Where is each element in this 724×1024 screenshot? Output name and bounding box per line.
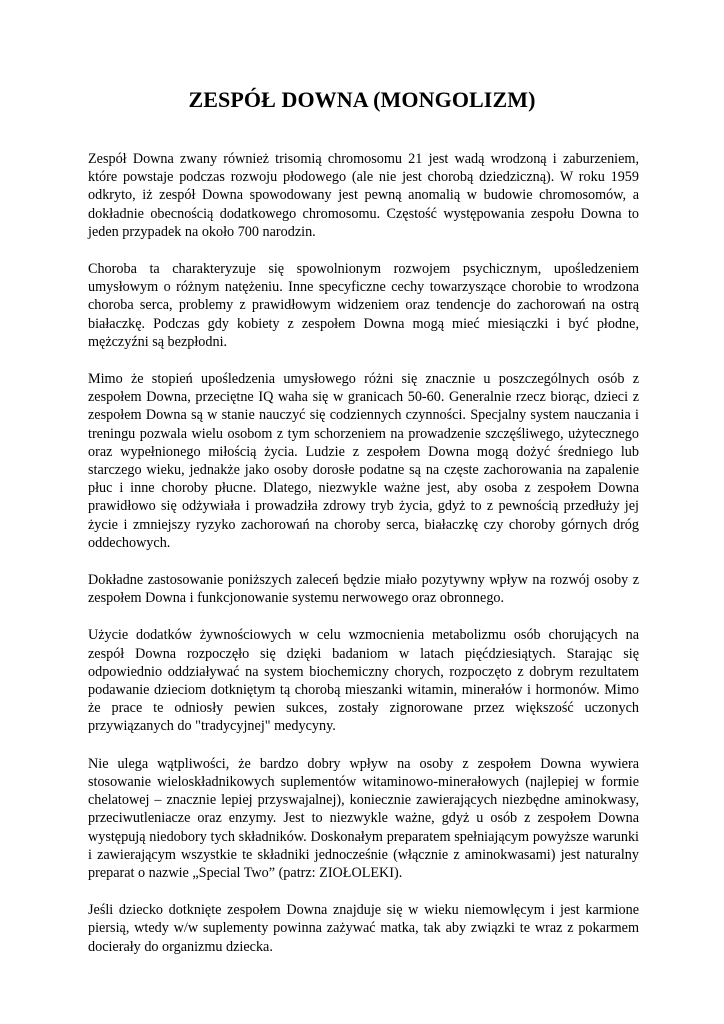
paragraph-symptoms: Choroba ta charakteryzuje się spowolnionym rozwojem psychicznym, upośledzeniem umysłowym o różnym natężeniu. Inne specyficzne cechy towarzyszące chorobie to wrodzona choroba serca, problemy z prawidłowym widzeniem oraz tendencje do zachorowań na ostrą białaczkę. Podczas gdy kobiety z zespołem Downa mogą mieć miesiączki i być płodne, mężczyźni są bezpłodni. <box>88 261 639 350</box>
paragraph-development: Mimo że stopień upośledzenia umysłowego różni się znacznie u poszczególnych osób z zespołem Downa, przeciętne IQ waha się w granicach 50-60. Generalnie rzecz biorąc, dzieci z zespołem Downa są w stanie nauczyć się codziennych czynności. Specjalny system nauczania i treningu pozwala wielu osobom z tym schorzeniem na prowadzenie szczęśliwego, użytecznego oraz wypełnionego miłością życia. Ludzie z zespołem Downa mogą dożyć średniego lub starczego wieku, jednakże jako osoby dorosłe podatne są na częste zachorowania na zapalenie płuc i inne choroby płucne. Dlatego, niezwykle ważne jest, aby osoba z zespołem Downa prawidłowo się odżywiała i prowadziła zdrowy tryb życia, gdyż to z pewnością przedłuży jej życie i zmniejszy ryzyko zachorowań na choroby serca, białaczkę czy choroby górnych dróg oddechowych. <box>88 371 639 551</box>
page-title: ZESPÓŁ DOWNA (MONGOLIZM) <box>188 87 536 112</box>
paragraph-infants: Jeśli dziecko dotknięte zespołem Downa znajduje się w wieku niemowlęcym i jest karmione piersią, wtedy w/w suplementy powinna zażywać matka, tak aby związki te wraz z pokarmem docierały do organizmu dziecka. <box>88 902 639 955</box>
paragraph-definition: Zespół Downa zwany również trisomią chromosomu 21 jest wadą wrodzoną i zaburzeniem, które powstaje podczas rozwoju płodowego (ale nie jest chorobą dziedziczną). W roku 1959 odkryto, iż zespół Downa spowodowany jest pewną anomalią w budowie chromosomów, a dokładnie obecnością dodatkowego chromosomu. Częstość występowania zespołu Downa to jeden przypadek na około 700 narodzin. <box>88 151 639 240</box>
paragraph-supplements-benefits: Nie ulega wątpliwości, że bardzo dobry wpływ na osoby z zespołem Downa wywiera stosowanie wieloskładnikowych suplementów witaminowo-minerałowych (najlepiej w formie chelatowej – znacznie lepiej przyswajalnej), koniecznie zawierających niezbędne aminokwasy, przeciwutleniacze oraz enzymy. Jest to niezwykle ważne, gdyż u osób z zespołem Downa występują niedobory tych składników. Doskonałym preparatem spełniającym powyższe warunki i zawierającym wszystkie te składniki jednocześnie (włącznie z aminokwasami) jest naturalny preparat o nazwie „Special Two” (patrz: ZIOŁOLEKI). <box>88 755 639 881</box>
paragraph-supplements-history: Użycie dodatków żywnościowych w celu wzmocnienia metabolizmu osób chorujących na zespół Downa rozpoczęło się dzięki badaniom w latach pięćdziesiątych. Starając się odpowiednio oddziaływać na system biochemiczny chorych, rozpoczęto z dobrym rezultatem podawanie dzieciom dotkniętym tą chorobą mieszanki witamin, minerałów i hormonów. Mimo że prace te odniosły pewien sukces, zostały zignorowane przez większość uczonych przywiązanych do "tradycyjnej" medycyny. <box>88 627 639 735</box>
document-body <box>88 150 639 975</box>
paragraph-recommendations: Dokładne zastosowanie poniższych zaleceń będzie miało pozytywny wpływ na rozwój osoby z zespołem Downa i funkcjonowanie systemu nerwowego oraz obronnego. <box>88 572 639 607</box>
